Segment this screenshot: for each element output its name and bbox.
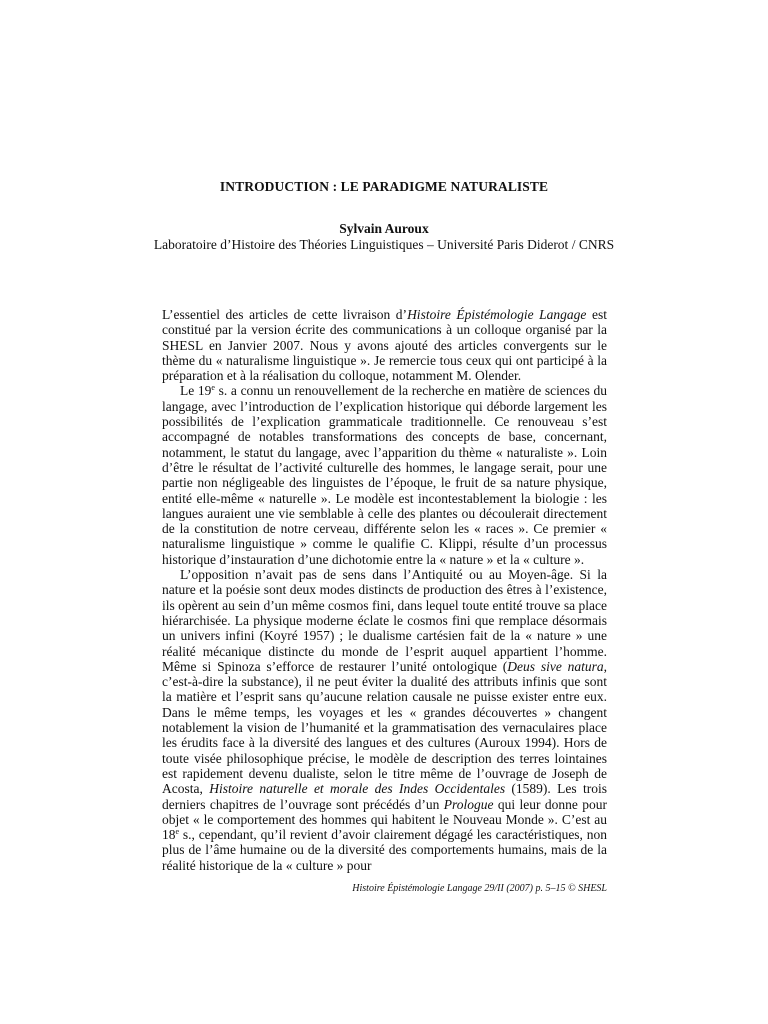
text-run: qui leur donne pour objet « le comportement des hommes qui habitent le Nouveau Monde ». C’est au 18: [162, 796, 607, 843]
author-name: Sylvain Auroux: [339, 221, 429, 236]
text-run: , c’est-à-dire la substance), il ne peut éviter la dualité des attributs infinis que sont la matière et l’esprit sans qu’aucune relation causale ne puisse exister entre eux. Dans le même temps, les voyages et les « grandes découvertes » changent notablement la vision de l’humanité et la grammatisation des vernaculaires place les érudits face à la diversité des langues et des cultures (Auroux 1994). Hors de toute visée philosophique précise, le modèle de description des terres lointaines est rapidement devenu dualiste, selon le titre même de l’ouvrage de Joseph de Acosta,: [162, 658, 607, 797]
superscript-text: e: [175, 827, 180, 837]
italic-text: Prologue: [443, 796, 494, 812]
paragraph-1: [162, 307, 607, 383]
text-run: s. a connu un renouvellement de la recherche en matière de sciences du langage, avec l’introduction de l’explication historique qui déborde largement les possibilités de l’explication grammaticale traditionnelle. Ce renouveau s’est accompagné de notables transformations des concepts de base, concernant, notamment, le statut du langage, avec l’apparition du thème « naturaliste ». Loin d’être le résultat de l’activité culturelle des hommes, le langage serait, pour une partie non négligeable des linguistes de l’époque, le fruit de sa nature physique, entité elle-même « naturelle ». Le modèle est incontestablement la biologie : les langues auraient une vie semblable à celle des plantes ou découlerait directement de la constitution de notre cerveau, différente selon les « races ». Ce premier « naturalisme linguistique » comme le qualifie C. Klippi, résulte d’un processus historique d’instauration d’une dichotomie entre la « nature » et la « culture ».: [162, 383, 607, 567]
text-run: s., cependant, qu’il revient d’avoir clairement dégagé les caractéristiques, non plus de l’âme humaine ou de la diversité des comportements humains, mais de la réalité historique de la « culture » pour: [162, 827, 607, 873]
paragraph-2: [162, 383, 607, 567]
author-affiliation: Laboratoire d’Histoire des Théories Linguistiques – Université Paris Diderot / CNRS: [153, 237, 615, 252]
text-run: Le 19: [180, 383, 212, 399]
text-run: L’essentiel des articles de cette livraison d’: [162, 307, 408, 322]
superscript-text: e: [211, 383, 215, 393]
italic-text: Deus sive natura: [507, 658, 604, 674]
text-run: L’opposition n’avait pas de sens dans l’Antiquité ou au Moyen-âge. Si la nature et la poésie sont deux modes distincts de production des êtres à l’existence, ils opèrent au sein d’un même cosmos fini, dans lequel toute entité trouve sa place hiérarchisée. La physique moderne éclate le cosmos fini que remplace désormais un univers infini (Koyré 1957) ; le dualisme cartésien fait de la « nature » une réalité mécanique distincte du monde de l’esprit auquel appartient l’homme. Même si Spinoza s’efforce de restaurer l’unité ontologique (: [162, 567, 607, 674]
paragraph-3: [162, 567, 607, 873]
article-body: [162, 307, 607, 873]
article-title: INTRODUCTION : LE PARADIGME NATURALISTE: [219, 179, 549, 194]
italic-text: Histoire Épistémologie Langage: [407, 307, 587, 322]
text-run: est constitué par la version écrite des communications à un colloque organisé par la SHESL en Janvier 2007. Nous y avons ajouté des articles convergents sur le thème du « naturalisme linguistique ». Je remercie tous ceux qui ont participé à la préparation et à la réalisation du colloque, notamment M. Olender.: [162, 307, 607, 384]
italic-text: Histoire naturelle et morale des Indes Occidentales: [209, 781, 506, 797]
text-run: (1589). Les trois derniers chapitres de l’ouvrage sont précédés d’un: [162, 781, 608, 812]
journal-footer: Histoire Épistémologie Langage 29/II (2007) p. 5–15 © SHESL: [352, 883, 607, 894]
